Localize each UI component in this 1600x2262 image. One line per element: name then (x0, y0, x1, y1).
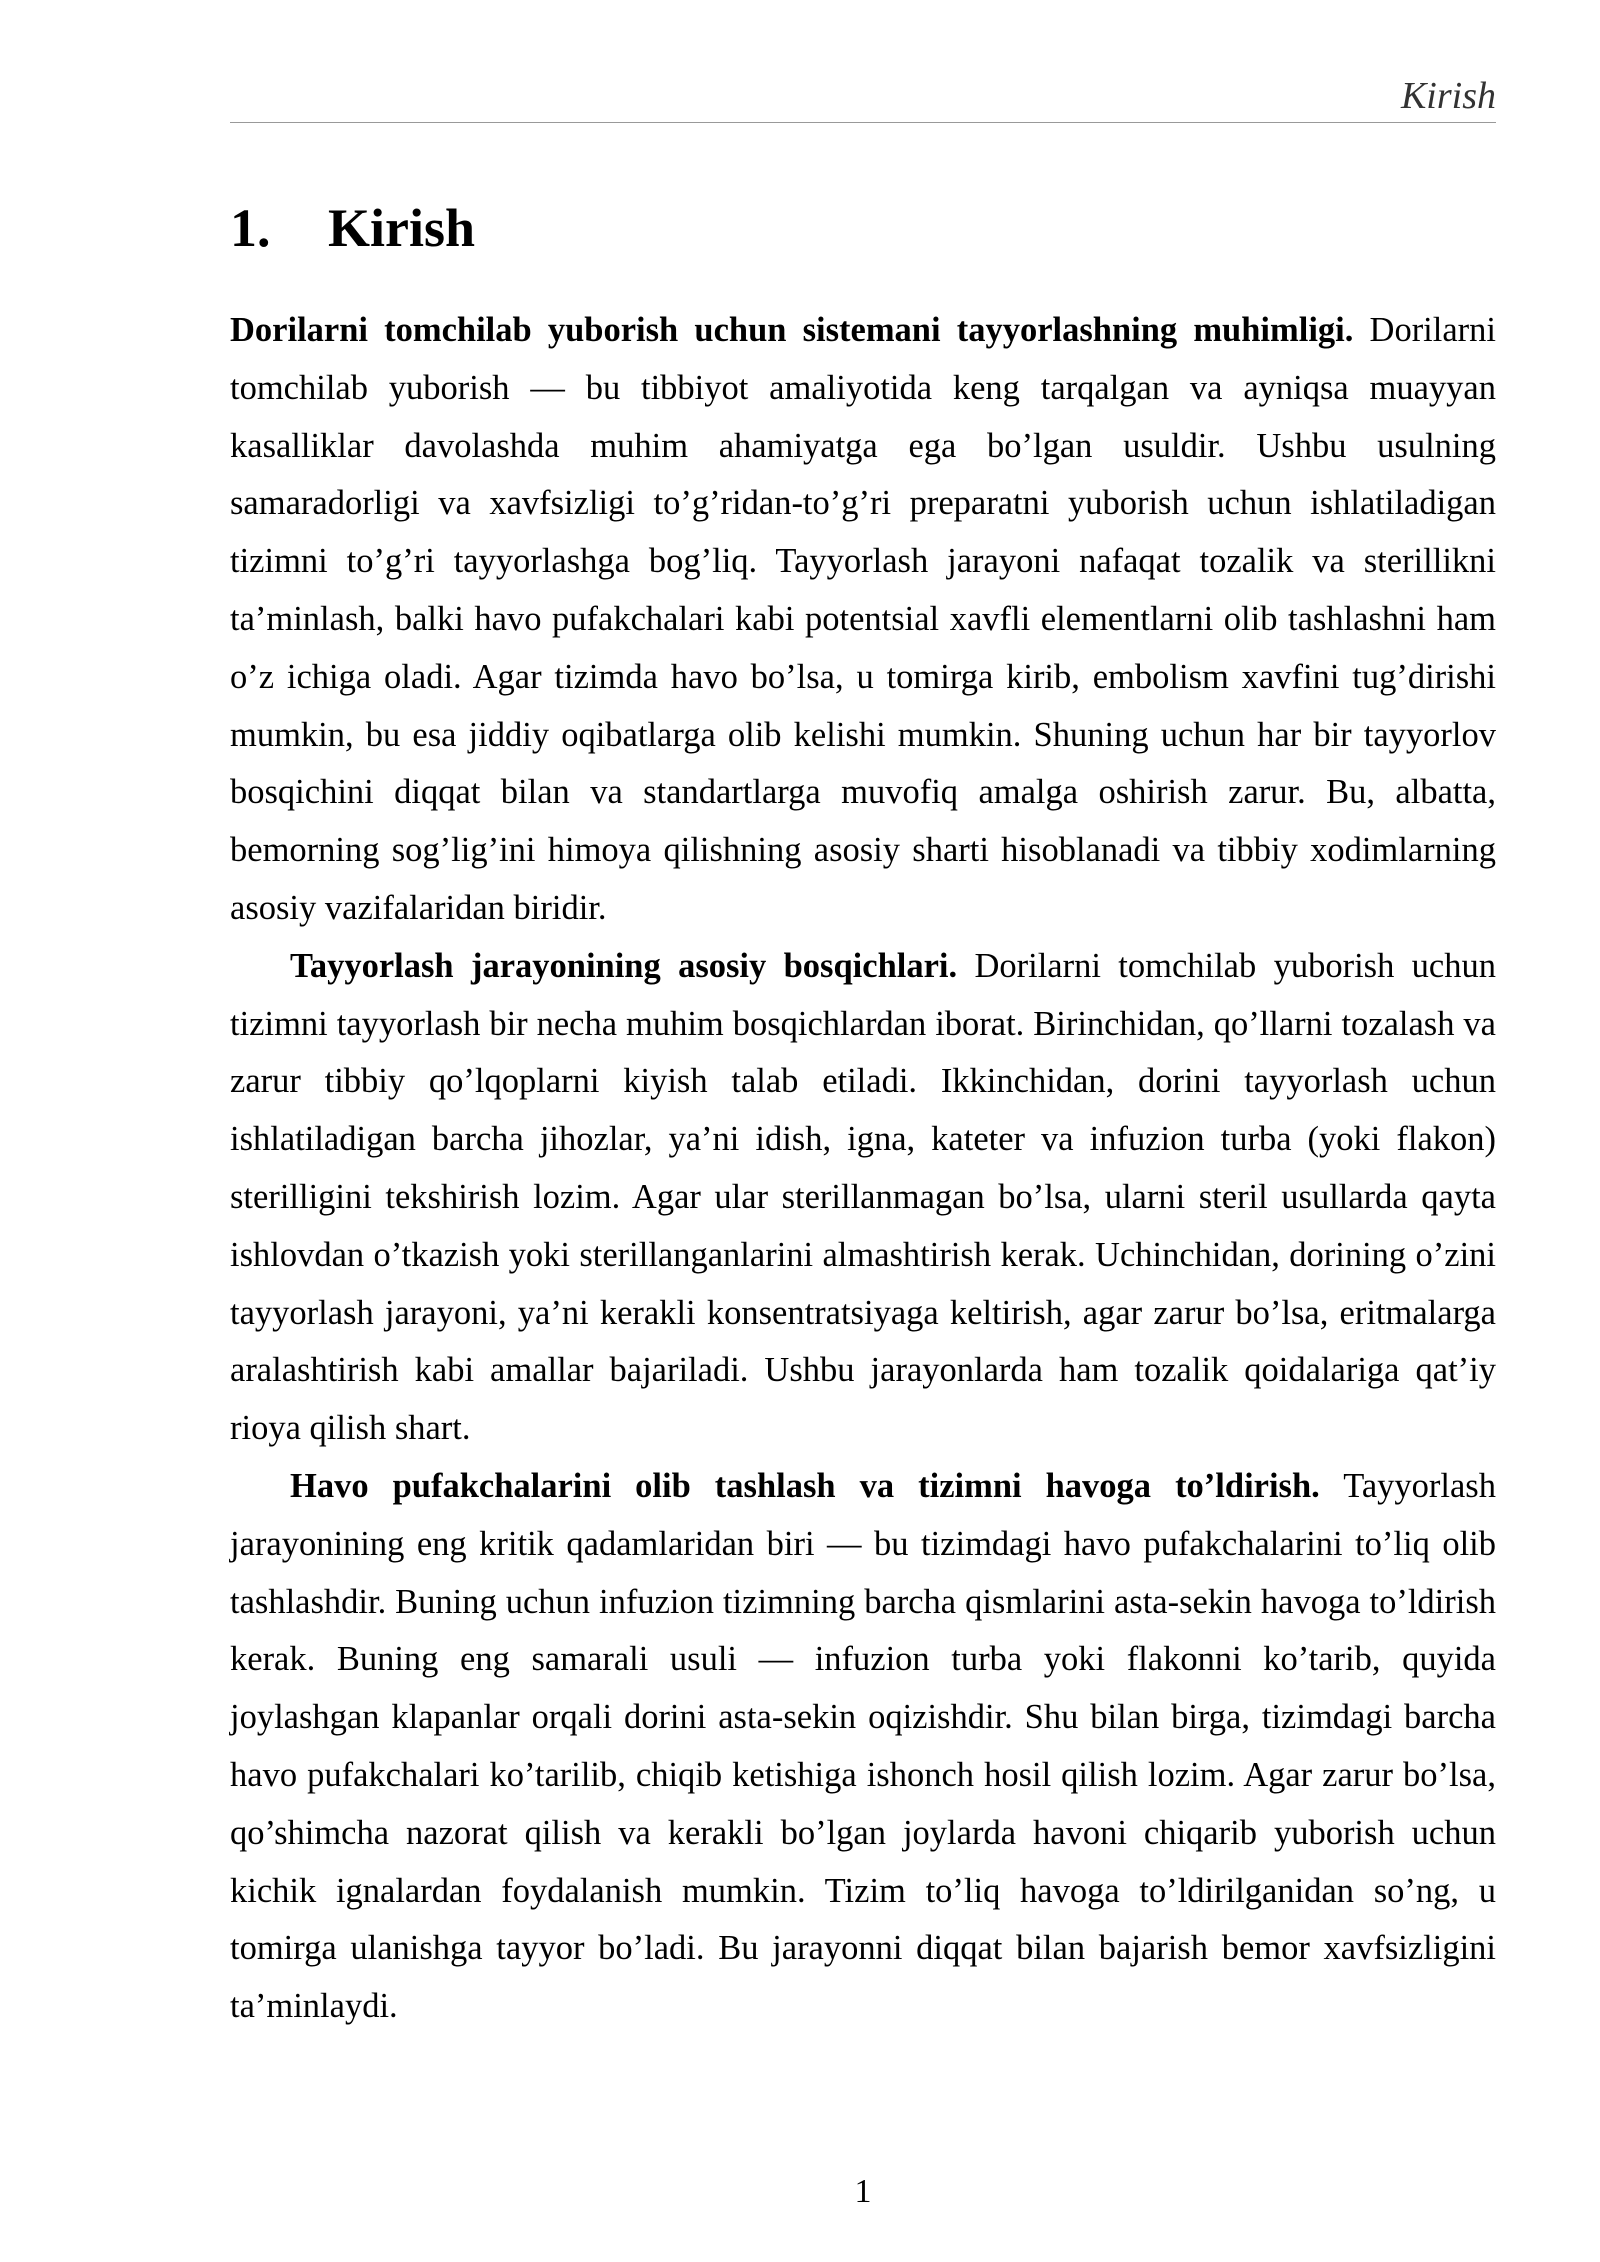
document-page (230, 0, 1496, 2262)
paragraph-importance (230, 302, 1496, 938)
chapter-title (230, 196, 475, 260)
header-divider (230, 122, 1496, 123)
chapter-title-text: Kirish (328, 198, 476, 258)
paragraph-heading: Dorilarni tomchilab yuborish uchun sistemani tayyorlashning muhimligi. (230, 311, 1354, 349)
paragraph-air-bubbles (230, 1458, 1496, 2036)
paragraph-stages (230, 938, 1496, 1458)
chapter-number: 1. (230, 198, 271, 258)
paragraph-text: Dorilarni tomchilab yuborish uchun tizimni tayyorlash bir necha muhim bosqichlardan iborat. Birinchidan, qo’llarni tozalash va zarur tibbiy qo’lqoplarni kiyish talab etiladi. Ikkinchidan, dorini tayyorlash uchun ishlatiladigan barcha jihozlar, ya’ni idish, igna, kateter va infuzion turba (yoki flakon) sterilligini tekshirish lozim. Agar ular sterillanmagan bo’lsa, ularni steril usullarda qayta ishlovdan o’tkazish yoki sterillanganlarini almashtirish kerak. Uchinchidan, dorining o’zini tayyorlash jarayoni, ya’ni kerakli konsentratsiyaga keltirish, agar zarur bo’lsa, eritmalarga aralashtirish kabi amallar bajariladi. Ushbu jarayonlarda ham tozalik qoidalariga qat’iy rioya qilish shart. (230, 946, 1496, 1448)
paragraph-text: Dorilarni tomchilab yuborish — bu tibbiyot amaliyotida keng tarqalgan va ayniqsa muayyan kasalliklar davolashda muhim ahamiyatga ega bo’lgan usuldir. Ushbu usulning samaradorligi va xavfsizligi to’g’ridan-to’g’ri preparatni yuborish uchun ishlatiladigan tizimni to’g’ri tayyorlashga bog’liq. Tayyorlash jarayoni nafaqat tozalik va sterillikni ta’minlash, balki havo pufakchalari kabi potentsial xavfli elementlarni olib tashlashni ham o’z ichiga oladi. Agar tizimda havo bo’lsa, u tomirga kirib, embolism xavfini tug’dirishi mumkin, bu esa jiddiy oqibatlarga olib kelishi mumkin. Shuning uchun har bir tayyorlov bosqichini diqqat bilan va standartlarga muvofiq amalga oshirish zarur. Bu, albatta, bemorning sog’lig’ini himoya qilishning asosiy sharti hisoblanadi va tibbiy xodimlarning asosiy vazifalaridan biridir. (230, 311, 1496, 927)
page-number: 1 (854, 2173, 872, 2210)
paragraph-heading: Havo pufakchalarini olib tashlash va tizimni havoga to’ldirish. (290, 1466, 1320, 1505)
running-header: Kirish (1400, 75, 1496, 117)
body-text (230, 302, 1496, 2036)
paragraph-heading: Tayyorlash jarayonining asosiy bosqichlari. (290, 946, 958, 985)
paragraph-text: Tayyorlash jarayonining eng kritik qadamlaridan biri — bu tizimdagi havo pufakchalarini to’liq olib tashlashdir. Buning uchun infuzion tizimning barcha qismlarini asta-sekin havoga to’ldirish kerak. Buning eng samarali usuli — infuzion turba yoki flakonni ko’tarib, quyida joylashgan klapanlar orqali dorini asta-sekin oqizishdir. Shu bilan birga, tizimdagi barcha havo pufakchalari ko’tarilib, chiqib ketishiga ishonch hosil qilish lozim. Agar zarur bo’lsa, qo’shimcha nazorat qilish va kerakli bo’lgan joylarda havoni chiqarib yuborish uchun kichik ignalardan foydalanish mumkin. Tizim to’liq havoga to’ldirilganidan so’ng, u tomirga ulanishga tayyor bo’ladi. Bu jarayonni diqqat bilan bajarish bemor xavfsizligini ta’minlaydi. (230, 1466, 1496, 2026)
